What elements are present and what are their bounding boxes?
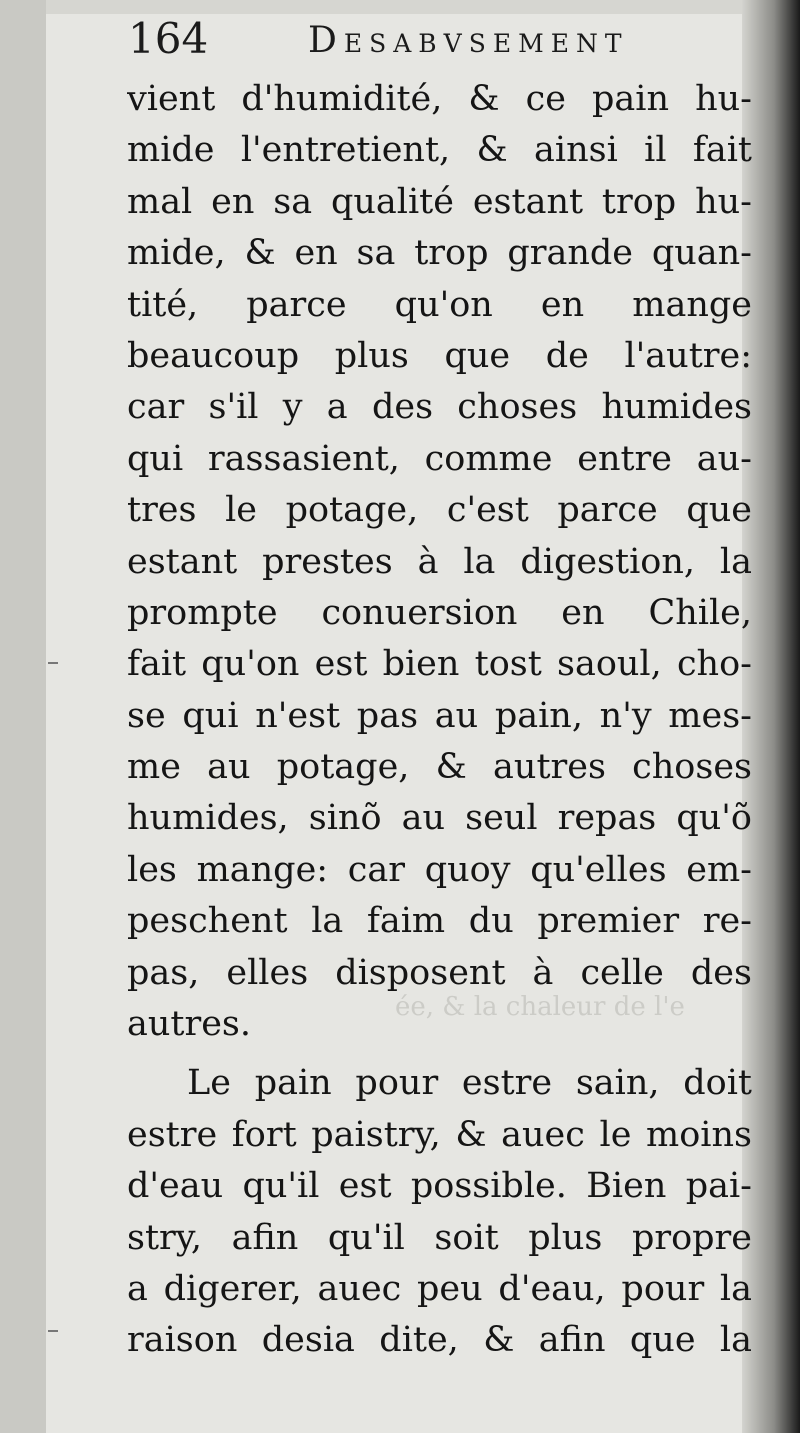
text-line: peschent la faim du premier re- [127, 901, 752, 942]
text-line: beaucoup plus que de l'autre: [127, 335, 752, 376]
text-line: a digerer, auec peu d'eau, pour la [127, 1268, 752, 1309]
text-line: tité, parce qu'on en mange [127, 284, 752, 325]
text-line: tres le potage, c'est parce que [127, 490, 752, 531]
margin-mark [48, 1330, 58, 1332]
text-line: me au potage, & autres choses [127, 747, 752, 788]
margin-mark [48, 662, 58, 664]
text-line: autres. [127, 1004, 252, 1045]
text-line: raison desia dite, & afin que la [127, 1320, 752, 1361]
text-line: humides, sinõ au seul repas qu'õ [127, 798, 752, 839]
running-title: Desabvsement [308, 20, 629, 61]
paragraph-gap [127, 1050, 752, 1058]
text-line: pas, elles disposent à celle des [127, 952, 752, 993]
text-line: mide, & en sa trop grande quan- [127, 233, 752, 274]
text-line: stry, afin qu'il soit plus propre [127, 1217, 752, 1258]
text-line: qui rassasient, comme entre au- [127, 438, 752, 479]
text-line: Le pain pour estre sain, doit [187, 1063, 752, 1104]
text-line: estre fort paistry, & auec le moins [127, 1114, 752, 1155]
running-head [118, 12, 758, 72]
paragraph [127, 74, 752, 1050]
show-through-text: ée, & la chaleur de l'e [395, 992, 685, 1022]
text-line: mide l'entretient, & ainsi il fait [127, 130, 752, 171]
text-line: prompte conuersion en Chile, [127, 592, 752, 633]
text-line: estant prestes à la digestion, la [127, 541, 752, 582]
page-left-margin-shadow [0, 0, 46, 1433]
text-line: vient d'humidité, & ce pain hu- [127, 79, 752, 119]
body-text [127, 74, 752, 1367]
text-line: se qui n'est pas au pain, n'y mes- [127, 695, 752, 736]
text-line: les mange: car quoy qu'elles em- [127, 849, 752, 890]
text-line: mal en sa qualité estant trop hu- [127, 181, 752, 222]
page-number: 164 [128, 14, 209, 63]
text-line: car s'il y a des choses humides [127, 387, 752, 428]
paragraph [127, 1058, 752, 1366]
text-line: fait qu'on est bien tost saoul, cho- [127, 644, 752, 685]
text-line: d'eau qu'il est possible. Bien pai- [127, 1166, 752, 1207]
